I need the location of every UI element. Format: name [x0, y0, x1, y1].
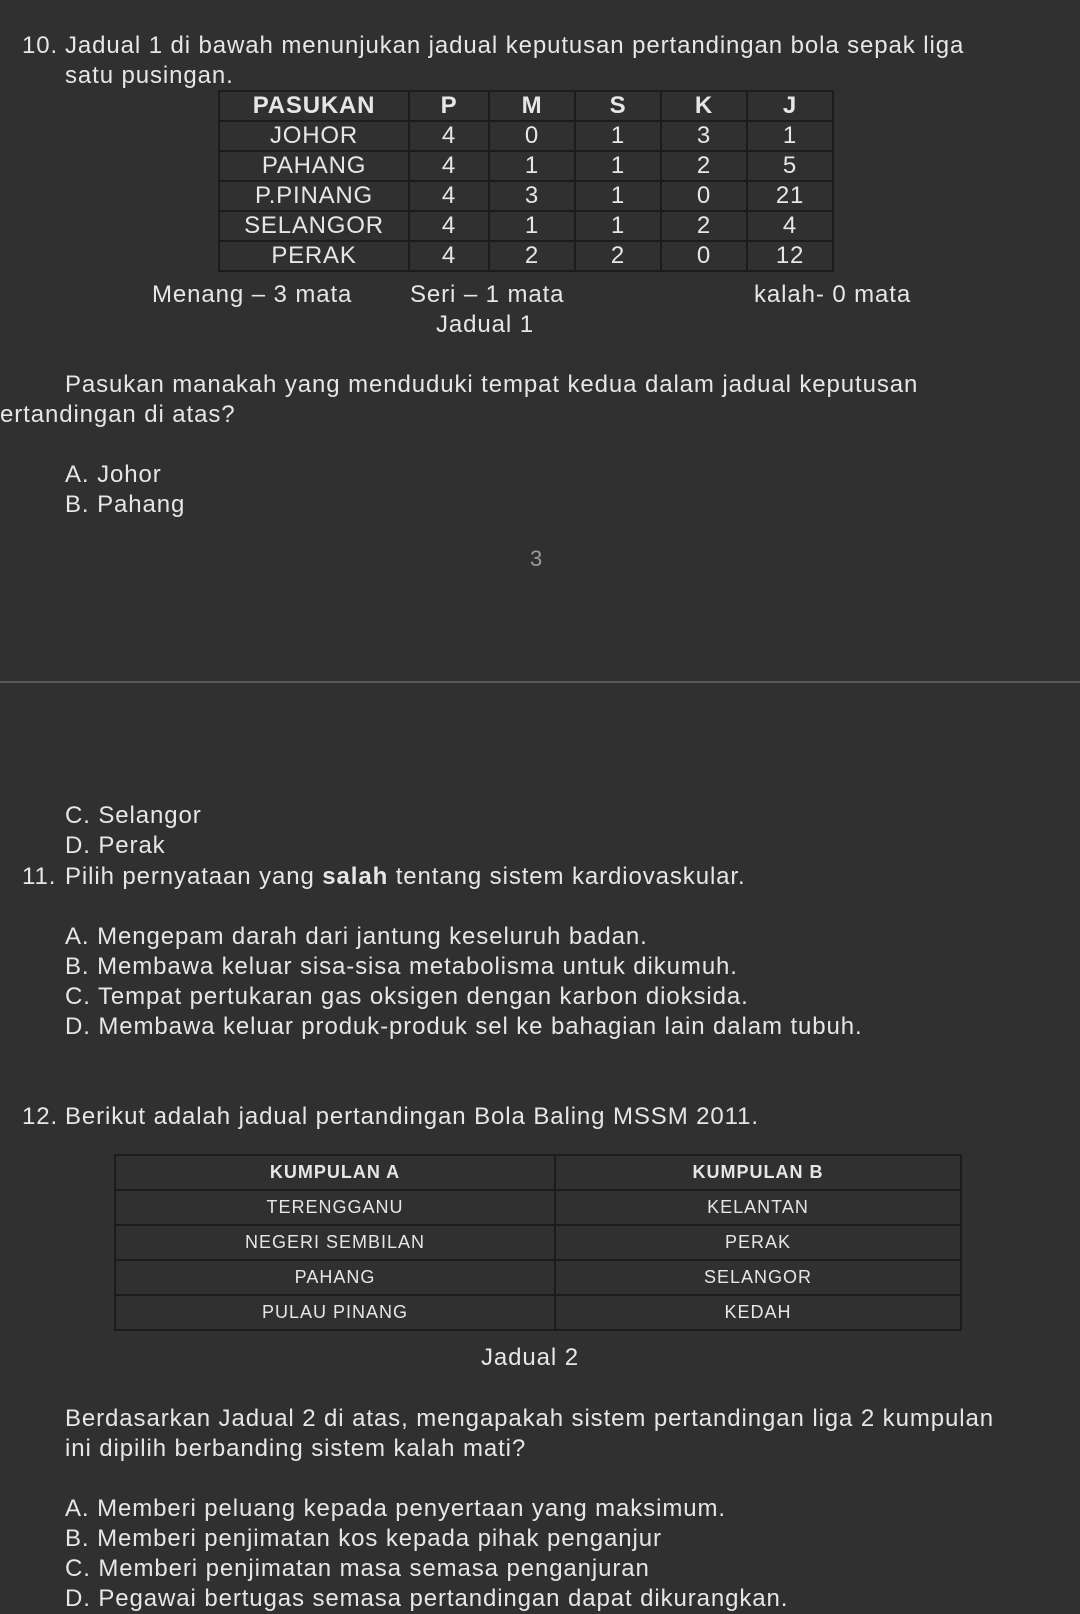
- team-name: P.PINANG: [219, 181, 409, 211]
- q12-groups-table: [114, 1154, 962, 1331]
- option-text: Pahang: [97, 491, 186, 518]
- cell: 12: [747, 241, 833, 271]
- header-kumpulan-b: KUMPULAN B: [555, 1155, 961, 1190]
- option-text: Tempat pertukaran gas oksigen dengan karbon dioksida.: [97, 983, 749, 1010]
- q10-results-table: [218, 90, 834, 272]
- cell: 0: [661, 241, 747, 271]
- cell: 2: [575, 241, 661, 271]
- cell: 2: [661, 211, 747, 241]
- cell: PAHANG: [115, 1260, 555, 1295]
- page-divider: [0, 681, 1080, 683]
- option-letter: A.: [65, 923, 90, 950]
- cell: 1: [575, 121, 661, 151]
- q12-question-line2: ini dipilih berbanding sistem kalah mati?: [65, 1435, 527, 1462]
- cell: 0: [489, 121, 575, 151]
- cell: SELANGOR: [555, 1260, 961, 1295]
- table-row: [219, 241, 833, 271]
- cell: 2: [489, 241, 575, 271]
- cell: 1: [575, 181, 661, 211]
- table2-caption: Jadual 2: [481, 1344, 579, 1371]
- cell: TERENGGANU: [115, 1190, 555, 1225]
- header-k: K: [661, 91, 747, 121]
- table-header-row: [219, 91, 833, 121]
- option-text: Perak: [98, 832, 166, 859]
- header-j: J: [747, 91, 833, 121]
- cell: 5: [747, 151, 833, 181]
- team-name: JOHOR: [219, 121, 409, 151]
- cell: 3: [489, 181, 575, 211]
- option-letter: C.: [65, 1555, 91, 1582]
- cell: 1: [575, 151, 661, 181]
- option-letter: C.: [65, 983, 91, 1010]
- q12-question-line1: Berdasarkan Jadual 2 di atas, mengapakah sistem pertandingan liga 2 kumpulan: [65, 1405, 994, 1432]
- option-letter: D.: [65, 1013, 91, 1040]
- option-text: Memberi penjimatan masa semasa penganjuran: [98, 1555, 650, 1582]
- table-row: [115, 1295, 961, 1330]
- q11-number: 11.: [22, 863, 57, 890]
- q10-option-c[interactable]: [65, 801, 202, 831]
- cell: 21: [747, 181, 833, 211]
- option-letter: B.: [65, 491, 90, 518]
- option-letter: D.: [65, 832, 91, 859]
- cell: 4: [409, 151, 489, 181]
- table-header-row: [115, 1155, 961, 1190]
- q10-intro-line2: satu pusingan.: [65, 62, 234, 89]
- table-row: [219, 211, 833, 241]
- q11-option-b[interactable]: [65, 952, 738, 982]
- cell: 4: [409, 211, 489, 241]
- q11-text-before: Pilih pernyataan yang: [65, 863, 323, 890]
- table-row: [219, 181, 833, 211]
- table-row: [115, 1225, 961, 1260]
- cell: KEDAH: [555, 1295, 961, 1330]
- q12-option-c[interactable]: [65, 1554, 650, 1584]
- table-row: [219, 151, 833, 181]
- q10-option-a[interactable]: [65, 460, 162, 490]
- option-text: Selangor: [98, 802, 202, 829]
- table-row: [219, 121, 833, 151]
- option-text: Membawa keluar sisa-sisa metabolisma untuk dikumuh.: [97, 953, 738, 980]
- option-text: Membawa keluar produk-produk sel ke bahagian lain dalam tubuh.: [98, 1013, 863, 1040]
- cell: 4: [409, 181, 489, 211]
- cell: 0: [661, 181, 747, 211]
- cell: 1: [747, 121, 833, 151]
- q11-text-bold: salah: [322, 863, 389, 890]
- option-text: Memberi peluang kepada penyertaan yang maksimum.: [97, 1495, 726, 1522]
- page-number: 3: [530, 546, 543, 571]
- cell: PERAK: [555, 1225, 961, 1260]
- q11-question: [65, 862, 746, 892]
- team-name: PAHANG: [219, 151, 409, 181]
- q10-option-d[interactable]: [65, 831, 166, 861]
- legend-lose: kalah- 0 mata: [754, 281, 912, 308]
- cell: NEGERI SEMBILAN: [115, 1225, 555, 1260]
- team-name: SELANGOR: [219, 211, 409, 241]
- option-text: Johor: [97, 461, 162, 488]
- q11-option-c[interactable]: [65, 982, 749, 1012]
- option-letter: A.: [65, 461, 90, 488]
- q12-number: 12.: [22, 1103, 59, 1130]
- cell: 1: [489, 151, 575, 181]
- cell: 2: [661, 151, 747, 181]
- cell: PULAU PINANG: [115, 1295, 555, 1330]
- q10-question-line1: Pasukan manakah yang menduduki tempat kedua dalam jadual keputusan: [65, 371, 919, 398]
- option-letter: B.: [65, 953, 90, 980]
- cell: 3: [661, 121, 747, 151]
- cell: KELANTAN: [555, 1190, 961, 1225]
- header-p: P: [409, 91, 489, 121]
- q10-number: 10.: [22, 32, 59, 59]
- table-row: [115, 1190, 961, 1225]
- header-s: S: [575, 91, 661, 121]
- q11-option-d[interactable]: [65, 1012, 863, 1042]
- q12-option-a[interactable]: [65, 1494, 726, 1524]
- q10-question-line2: ertandingan di atas?: [0, 401, 236, 428]
- option-letter: C.: [65, 802, 91, 829]
- cell: 4: [409, 241, 489, 271]
- q12-option-b[interactable]: [65, 1524, 662, 1554]
- table-row: [115, 1260, 961, 1295]
- header-pasukan: PASUKAN: [219, 91, 409, 121]
- header-kumpulan-a: KUMPULAN A: [115, 1155, 555, 1190]
- cell: 4: [409, 121, 489, 151]
- q11-option-a[interactable]: [65, 922, 648, 952]
- option-text: Pegawai bertugas semasa pertandingan dapat dikurangkan.: [98, 1585, 789, 1612]
- q11-text-after: tentang sistem kardiovaskular.: [388, 863, 746, 890]
- q10-intro-line1: Jadual 1 di bawah menunjukan jadual keputusan pertandingan bola sepak liga: [65, 32, 965, 59]
- legend-draw: Seri – 1 mata: [410, 281, 565, 308]
- cell: 1: [575, 211, 661, 241]
- team-name: PERAK: [219, 241, 409, 271]
- cell: 4: [747, 211, 833, 241]
- q12-intro: Berikut adalah jadual pertandingan Bola Baling MSSM 2011.: [65, 1103, 759, 1130]
- q10-option-b[interactable]: [65, 490, 185, 520]
- option-letter: D.: [65, 1585, 91, 1612]
- option-text: Memberi penjimatan kos kepada pihak penganjur: [97, 1525, 662, 1552]
- option-letter: B.: [65, 1525, 90, 1552]
- header-m: M: [489, 91, 575, 121]
- legend-win: Menang – 3 mata: [152, 281, 353, 308]
- q12-option-d[interactable]: [65, 1584, 788, 1614]
- option-text: Mengepam darah dari jantung keseluruh badan.: [97, 923, 648, 950]
- option-letter: A.: [65, 1495, 90, 1522]
- cell: 1: [489, 211, 575, 241]
- table1-caption: Jadual 1: [436, 311, 534, 338]
